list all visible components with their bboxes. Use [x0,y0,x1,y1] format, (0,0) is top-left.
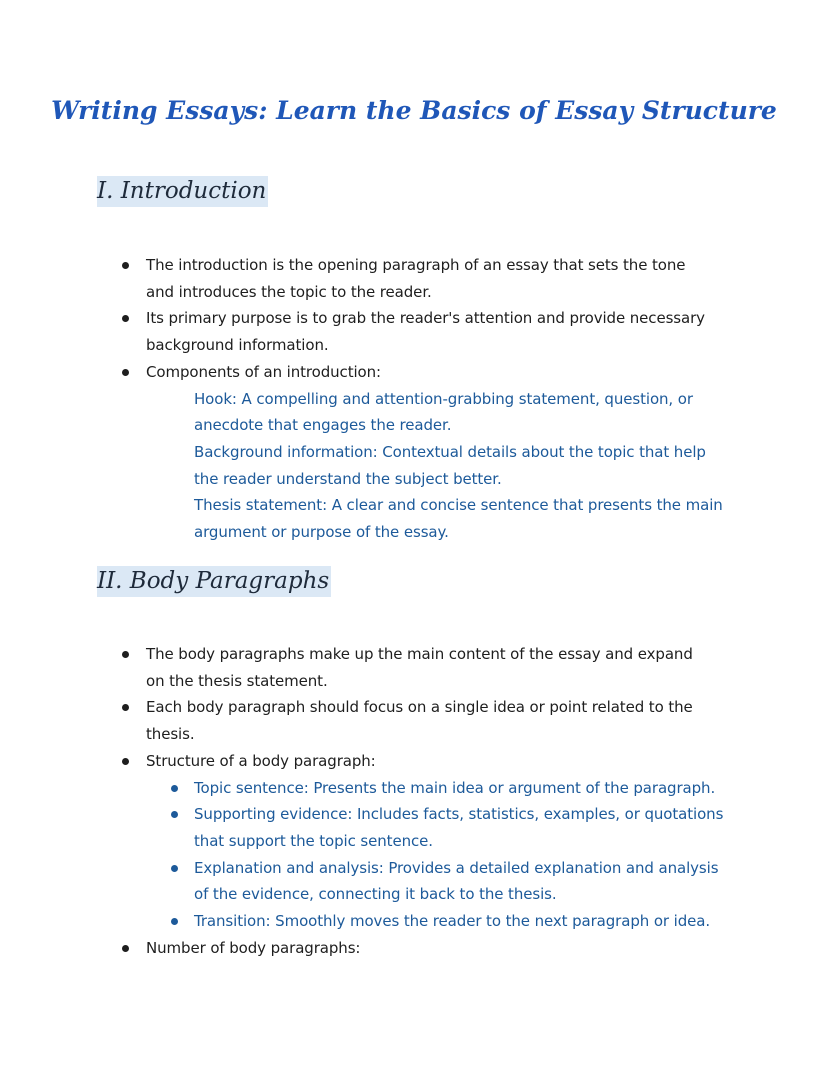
bullet-icon [122,945,129,952]
bullet-icon [171,811,178,818]
list-item-text: Its primary purpose is to grab the reader's attention and provide necessary background information. [146,309,705,355]
section-heading-body-paragraphs: II. Body Paragraphs [97,566,331,597]
bullet-icon [171,785,178,792]
list-item [0,935,706,962]
bullet-icon [122,315,129,322]
list-item-text: Components of an introduction: [146,362,381,381]
sub-list-item-text: Topic sentence: Presents the main idea or argument of the paragraph. [194,778,716,797]
list-item [0,359,706,386]
section-heading-introduction: I. Introduction [97,176,268,207]
bullet-icon [122,262,129,269]
sub-list-item [0,855,734,908]
bullet-icon [122,651,129,658]
sub-list-item-text: Supporting evidence: Includes facts, statistics, examples, or quotations that support the topic sentence. [194,805,724,850]
bullet-icon [122,369,129,376]
bullet-icon [122,758,129,765]
list-item-text: The body paragraphs make up the main content of the essay and expand on the thesis statement. [146,645,693,690]
list-item [0,694,706,747]
sub-list-item-text: Transition: Smoothly moves the reader to the next paragraph or idea. [194,912,711,931]
sub-list-item [0,908,734,935]
sub-list-item [0,801,734,854]
introduction-list [0,252,828,546]
list-item [0,641,706,694]
document-title: Writing Essays: Learn the Basics of Essay Structure [51,96,777,125]
sub-list-item [0,386,734,439]
list-item-text: Number of body paragraphs: [146,938,361,957]
sub-list-item [0,439,734,492]
body-paragraphs-list [0,641,828,961]
sub-list-item-text: Explanation and analysis: Provides a detailed explanation and analysis of the evidence, connecting it back to the thesis. [194,858,719,904]
sub-list-item [0,775,734,802]
sub-list-item [0,492,734,545]
list-item-text: The introduction is the opening paragraph of an essay that sets the tone and introduces the topic to the reader. [146,256,686,301]
bullet-icon [171,918,178,925]
sub-list-item-text: Background information: Contextual details about the topic that help the reader understand the subject better. [194,442,706,488]
list-item [0,252,706,305]
list-item [0,305,706,358]
sub-list-item-text: Thesis statement: A clear and concise sentence that presents the main argument or purpose of the essay. [194,496,723,542]
list-item-text: Each body paragraph should focus on a single idea or point related to the thesis. [146,698,693,744]
bullet-icon [171,865,178,872]
sub-list-item-text: Hook: A compelling and attention-grabbing statement, question, or anecdote that engages the reader. [194,389,693,435]
bullet-icon [122,704,129,711]
list-item [0,748,706,775]
list-item-text: Structure of a body paragraph: [146,751,376,770]
